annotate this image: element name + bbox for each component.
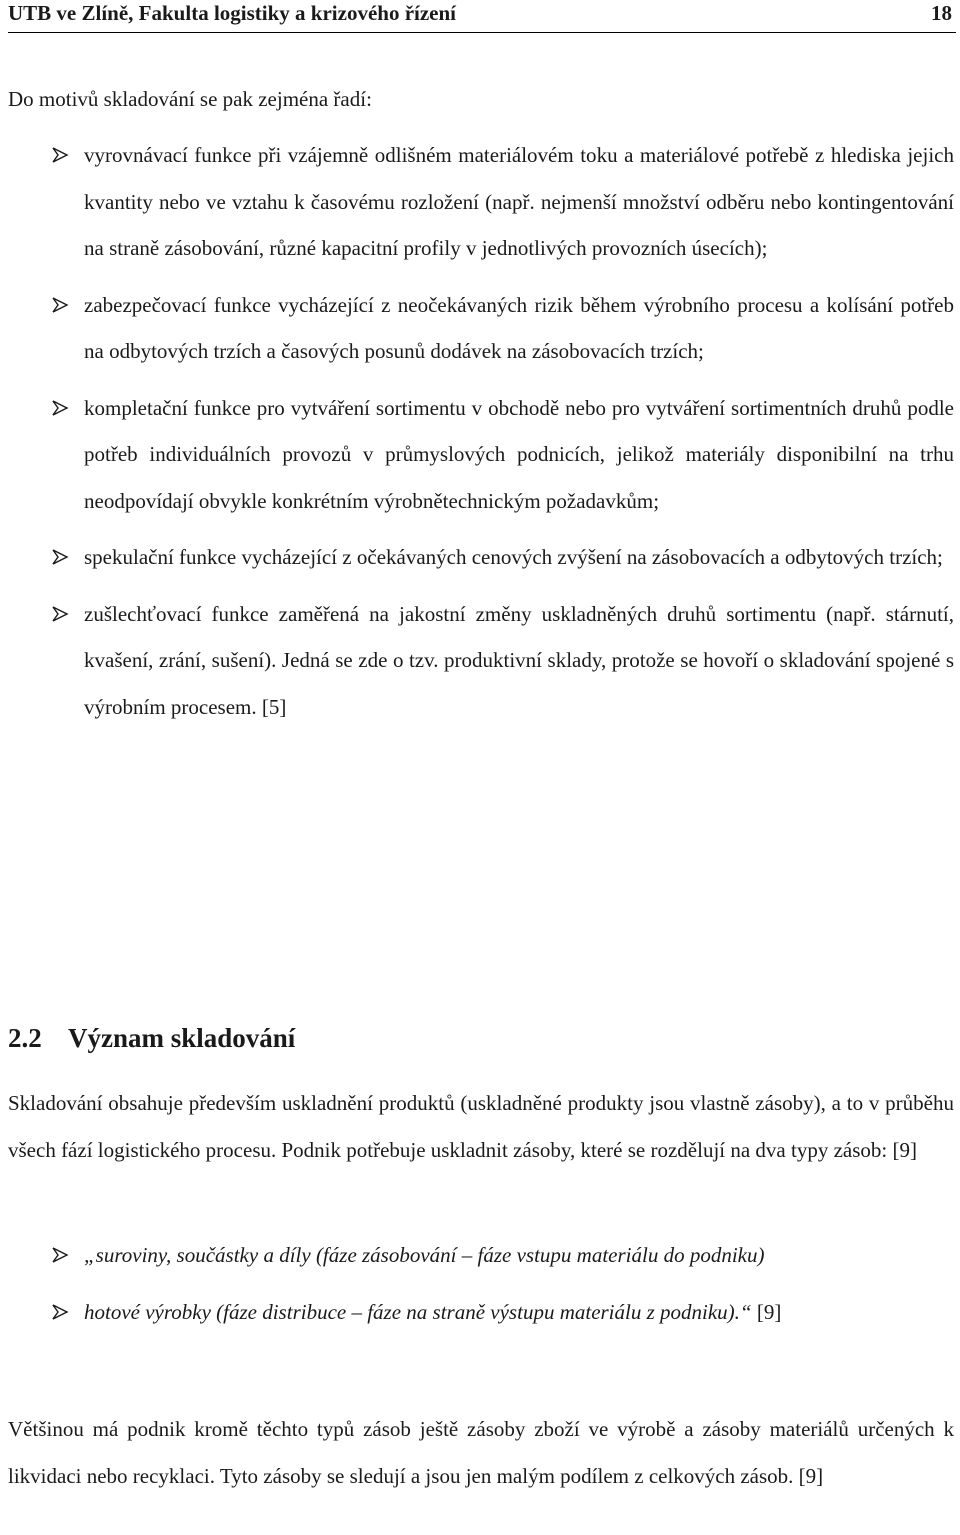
list-item bbox=[8, 1232, 954, 1279]
motive-text: spekulační funkce vycházející z očekávaných cenových zvýšení na zásobovacích a odbytových trzích; bbox=[84, 545, 943, 569]
list-item bbox=[8, 591, 954, 731]
intro-paragraph: Do motivů skladování se pak zejména řadí: bbox=[8, 87, 372, 111]
arrow-bullet-icon bbox=[48, 534, 72, 581]
page-header bbox=[8, 0, 956, 33]
motive-text: zabezpečovací funkce vycházející z neočekávaných rizik během výrobního procesu a kolísání potřeb na odbytových trzích a časových posunů dodávek na zásobovacích trzích; bbox=[84, 292, 954, 363]
section-title: Význam skladování bbox=[68, 1023, 296, 1053]
arrow-bullet-icon bbox=[48, 385, 72, 432]
stock-types-list bbox=[8, 1232, 954, 1335]
stock-type-text: hotové výrobky (fáze distribuce – fáze na straně výstupu materiálu z podniku).“ bbox=[84, 1299, 752, 1324]
motive-text: zušlechťovací funkce zaměřená na jakostní změny uskladněných druhů sortimentu (např. stárnutí, kvašení, zrání, sušení). Jedná se zde o tzv. produktivní sklady, protože se hovoří o skladování spojené s výrobním procesem. [5] bbox=[84, 601, 954, 719]
closing-paragraph: Většinou má podnik kromě těchto typů zásob ještě zásoby zboží ve výrobě a zásoby materiálů určených k likvidaci nebo recyklaci. Tyto zásoby se sledují a jsou jen malým podílem z celkových zásob. [9] bbox=[8, 1417, 954, 1488]
list-item bbox=[8, 282, 954, 375]
arrow-bullet-icon bbox=[48, 1232, 72, 1279]
motive-text: vyrovnávací funkce při vzájemně odlišném materiálovém toku a materiálové potřebě z hlediska jejich kvantity nebo ve vztahu k časovému rozložení (např. nejmenší množství odběru nebo kontingentování na straně zásobování, různé kapacitní profily v jednotlivých provozních úsecích); bbox=[84, 143, 954, 260]
stock-type-text: „suroviny, součástky a díly (fáze zásobování – fáze vstupu materiálu do podniku) bbox=[84, 1243, 765, 1267]
page-number: 18 bbox=[931, 1, 952, 25]
arrow-bullet-icon bbox=[48, 1289, 72, 1336]
list-item bbox=[8, 132, 954, 272]
arrow-bullet-icon bbox=[48, 591, 72, 638]
header-title: UTB ve Zlíně, Fakulta logistiky a krizového řízení bbox=[8, 1, 457, 25]
list-item bbox=[8, 534, 954, 581]
motives-list bbox=[8, 132, 954, 730]
section-paragraph: Skladování obsahuje především uskladnění produktů (uskladněné produkty jsou vlastně zásoby), a to v průběhu všech fází logistického procesu. Podnik potřebuje uskladnit zásoby, které se rozdělují na dva typy zásob: [9] bbox=[8, 1091, 954, 1162]
list-item bbox=[8, 385, 954, 525]
list-item bbox=[8, 1289, 954, 1336]
section-heading bbox=[8, 1018, 295, 1058]
arrow-bullet-icon bbox=[48, 282, 72, 329]
stock-type-suffix: [9] bbox=[751, 1299, 782, 1324]
arrow-bullet-icon bbox=[48, 132, 72, 179]
section-number: 2.2 bbox=[8, 1023, 42, 1053]
motive-text: kompletační funkce pro vytváření sortimentu v obchodě nebo pro vytváření sortimentních druhů podle potřeb individuálních provozů v průmyslových podnicích, jelikož materiály disponibilní na trhu neodpovídají obvykle konkrétním výrobnětechnickým požadavkům; bbox=[84, 395, 954, 513]
